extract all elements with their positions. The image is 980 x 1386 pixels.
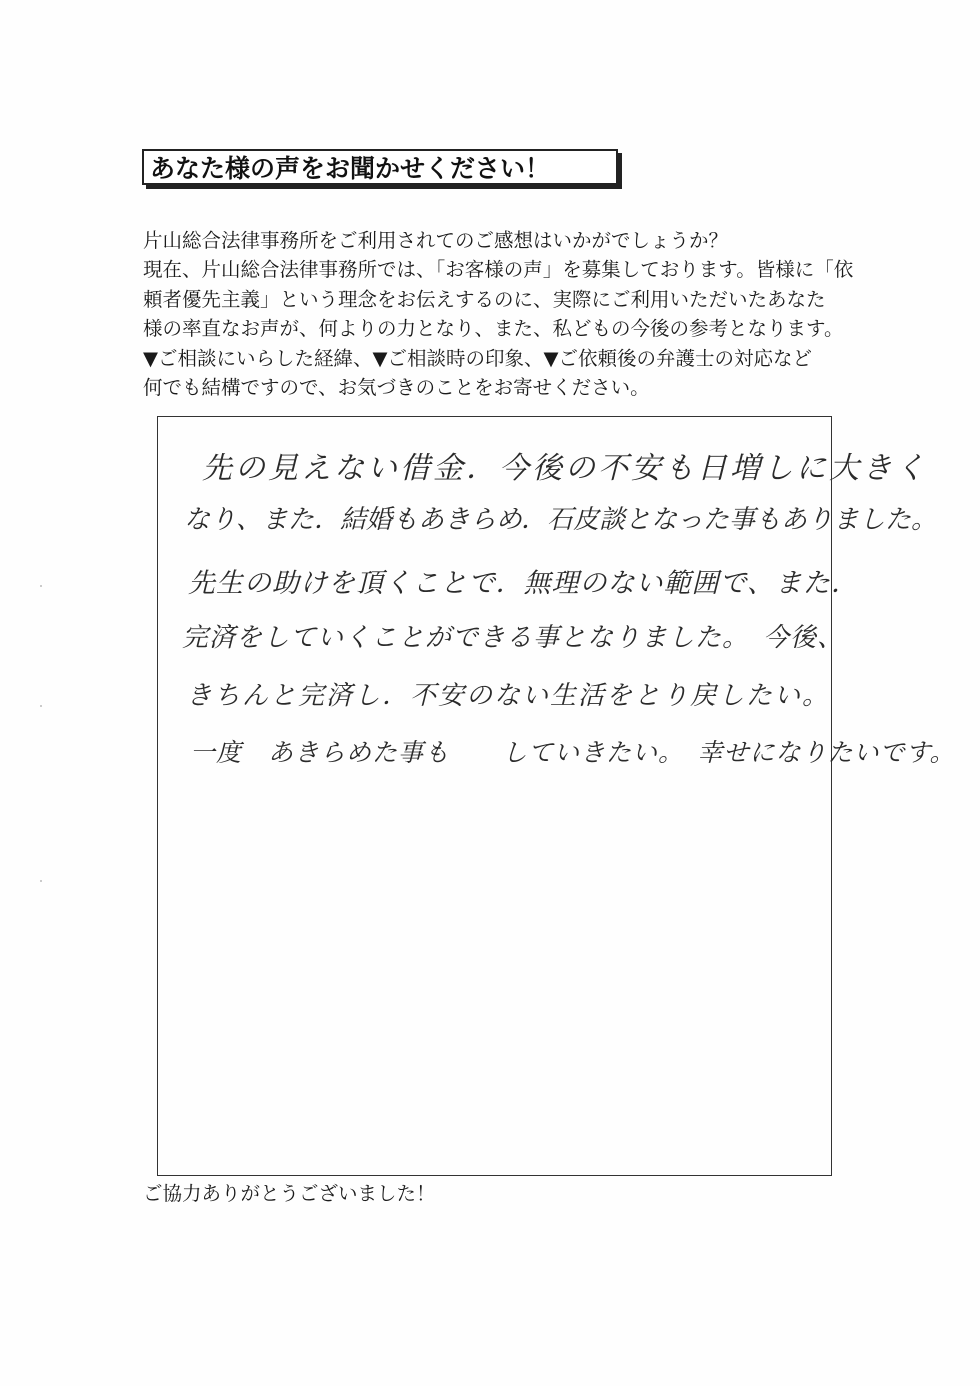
- handwritten-line: 一度 あきらめた事も していきたい。 幸せになりたいです。: [190, 738, 956, 767]
- intro-line: 現在、片山総合法律事務所では、「お客様の声」を募集しております。皆様に「依: [143, 258, 854, 282]
- intro-paragraph: [143, 226, 854, 402]
- intro-line: 何でも結構ですので、お気づきのことをお寄せください。: [143, 376, 650, 400]
- intro-line: 片山総合法律事務所をご利用されてのご感想はいかがでしょうか？: [143, 229, 729, 252]
- title-box: [142, 149, 618, 185]
- handwritten-line: きちんと完済し．不安のない生活をとり戻したい。: [186, 681, 831, 711]
- handwritten-line: 完済をしていくことができる事となりました。 今後、: [182, 623, 845, 653]
- page-title: あなた様の声をお聞かせください！: [150, 154, 551, 183]
- handwritten-line: なり、また．結婚もあきらめ．石皮談となった事もありました。: [184, 505, 937, 535]
- scan-speck: [40, 705, 42, 707]
- thank-you-footer: ご協力ありがとうございました！: [143, 1182, 436, 1205]
- handwritten-comment-box: [157, 416, 956, 1176]
- scan-speck: [40, 585, 42, 587]
- intro-line: 頼者優先主義」という理念をお伝えするのに、実際にご利用いただいたあなた: [143, 287, 826, 311]
- handwritten-line: 先生の助けを頂くことで．無理のない範囲で、また．: [188, 568, 859, 599]
- handwritten-line: 先の見えない借金．今後の不安も日増しに大きく: [202, 451, 928, 486]
- scan-speck: [40, 880, 42, 882]
- intro-line: ▼ご相談にいらした経緯、▼ご相談時の印象、▼ご依頼後の弁護士の対応など: [143, 346, 812, 370]
- intro-line: 様の率直なお声が、何よりの力となり、また、私どもの今後の参考となります。: [143, 317, 844, 341]
- title-banner: [142, 149, 618, 185]
